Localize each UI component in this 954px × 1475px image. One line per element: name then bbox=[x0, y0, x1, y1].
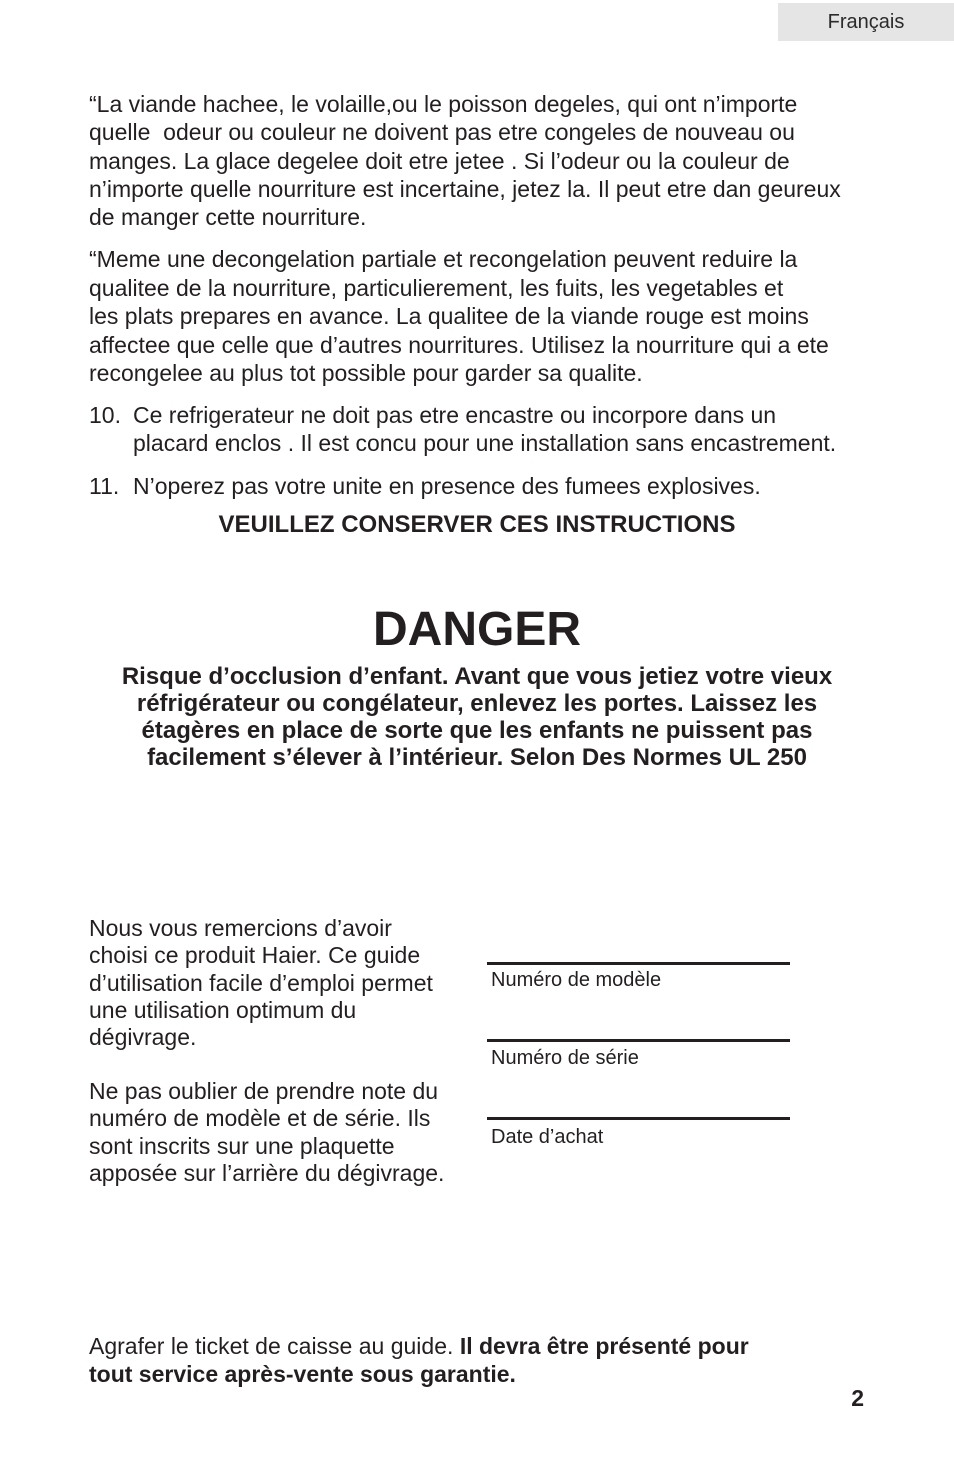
receipt-note-text: Agrafer le ticket de caisse au guide. bbox=[89, 1333, 454, 1359]
purchase-date-line bbox=[487, 1117, 790, 1120]
text-line: “Meme une decongelation partiale et recongelation peuvent reduire la bbox=[89, 246, 798, 272]
receipt-note-emphasis: tout service après-vente sous garantie. bbox=[89, 1361, 516, 1387]
thank-you-paragraph bbox=[89, 915, 433, 1051]
refreezing-paragraph bbox=[89, 245, 829, 388]
model-number-label: Numéro de modèle bbox=[491, 969, 662, 991]
text-line: n’importe quelle nourriture est incertaine, jetez la. Il peut etre dan geureux bbox=[89, 175, 841, 202]
text-line: Nous vous remercions d’avoir bbox=[89, 915, 392, 941]
text-line: recongelee au plus tot possible pour garder sa qualite. bbox=[89, 360, 643, 386]
text-line: quelle odeur ou couleur ne doivent pas etre congeles de nouveau ou bbox=[89, 119, 795, 146]
text-line: les plats prepares en avance. La qualitee de la viande rouge est moins bbox=[89, 303, 809, 329]
receipt-note-emphasis: Il devra être présenté pour bbox=[459, 1333, 749, 1359]
model-number-line bbox=[487, 962, 790, 965]
text-line: affectee que celle que d’autres nourritures. Utilisez la nourriture qui a ete bbox=[89, 331, 829, 358]
text-line: facilement s’élever à l’intérieur. Selon Des Normes UL 250 bbox=[147, 744, 807, 771]
thawed-food-paragraph bbox=[89, 90, 841, 231]
text-line: Risque d’occlusion d’enfant. Avant que vous jetiez votre vieux bbox=[121, 663, 833, 690]
list-item-number: 10. bbox=[89, 402, 121, 428]
text-line: étagères en place de sorte que les enfants ne puissent pas bbox=[141, 717, 813, 744]
save-instructions-heading: VEUILLEZ CONSERVER CES INSTRUCTIONS bbox=[218, 511, 736, 538]
text-line: apposée sur l’arrière du dégivrage. bbox=[89, 1159, 445, 1186]
danger-warning-text bbox=[60, 663, 894, 771]
text-line: une utilisation optimum du bbox=[89, 996, 357, 1023]
text-line: choisi ce produit Haier. Ce guide bbox=[89, 942, 421, 969]
serial-number-label: Numéro de série bbox=[491, 1047, 639, 1069]
text-line: d’utilisation facile d’emploi permet bbox=[89, 969, 433, 996]
language-tab bbox=[778, 3, 954, 41]
text-line: de manger cette nourriture. bbox=[89, 204, 367, 230]
list-item-10 bbox=[89, 401, 836, 457]
list-item-text: Ce refrigerateur ne doit pas etre encastre ou incorpore dans un bbox=[133, 402, 777, 428]
text-line: dégivrage. bbox=[89, 1024, 197, 1051]
serial-number-line bbox=[487, 1039, 790, 1042]
serial-note-paragraph bbox=[89, 1078, 444, 1187]
text-line: manges. La glace degelee doit etre jetee . Si l’odeur ou la couleur de bbox=[89, 147, 790, 174]
receipt-note bbox=[89, 1332, 749, 1388]
text-line: réfrigérateur ou congélateur, enlevez les portes. Laissez les bbox=[136, 690, 818, 717]
text-line: sont inscrits sur une plaquette bbox=[89, 1132, 395, 1159]
list-item-11 bbox=[89, 472, 761, 500]
language-tab-label: Français bbox=[827, 10, 905, 33]
text-line: “La viande hachee, le volaille,ou le poisson degeles, qui ont n’importe bbox=[89, 91, 798, 117]
list-item-text: N’operez pas votre unite en presence des fumees explosives. bbox=[133, 473, 761, 499]
text-line: Ne pas oublier de prendre note du bbox=[89, 1078, 439, 1104]
page-number: 2 bbox=[851, 1385, 864, 1411]
text-line: qualitee de la nourriture, particulierement, les fuits, les vegetables et bbox=[89, 274, 784, 301]
purchase-date-label: Date d’achat bbox=[491, 1126, 604, 1148]
list-item-text: placard enclos . Il est concu pour une installation sans encastrement. bbox=[133, 430, 837, 456]
text-line: numéro de modèle et de série. Ils bbox=[89, 1105, 431, 1132]
list-item-number: 11. bbox=[89, 473, 120, 499]
danger-title: DANGER bbox=[372, 603, 581, 656]
